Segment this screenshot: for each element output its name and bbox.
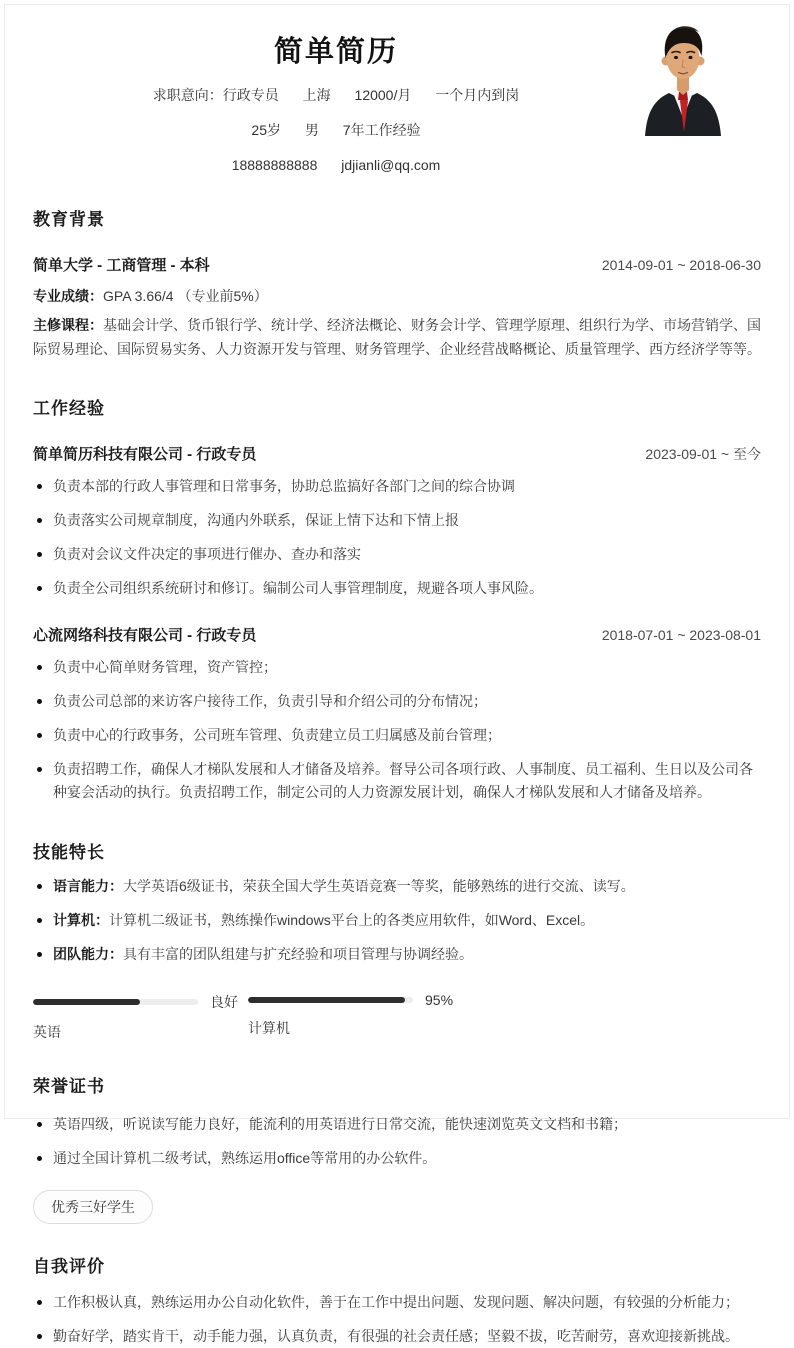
profile-line (33, 120, 639, 140)
profile-age: 25岁 (251, 122, 281, 138)
school-degree: 简单大学 - 工商管理 - 本科 (33, 257, 210, 274)
honors-title: 荣誉证书 (33, 1077, 105, 1096)
gpa-value: GPA 3.66/4 （专业前5%） (103, 288, 268, 304)
self-eval-bullets (33, 1291, 761, 1348)
education-dates: 2014-09-01 ~ 2018-06-30 (601, 257, 761, 273)
bullet-item: 负责对会议文件决定的事项进行催办、查办和落实 (33, 543, 761, 566)
education-title: 教育背景 (33, 210, 105, 229)
bullet-item (33, 943, 761, 966)
bullet-item: 负责中心的行政事务，公司班车管理、负责建立员工归属感及前台管理； (33, 724, 761, 747)
skill-label: 计算机： (53, 912, 109, 928)
bar-value-label: 95% (425, 992, 454, 1008)
job-dates: 2023-09-01 ~ 至今 (645, 446, 761, 462)
job-entry (33, 624, 761, 804)
skill-text: 计算机二级证书，熟练操作windows平台上的各类应用软件，如Word、Excel。 (109, 912, 595, 928)
bullet-item: 工作积极认真，熟练运用办公自动化软件，善于在工作中提出问题、发现问题、解决问题，有较强的分析能力； (33, 1291, 761, 1314)
section-education (33, 205, 761, 361)
self-eval-title: 自我评价 (33, 1257, 105, 1276)
skill-label: 语言能力： (53, 878, 123, 894)
job-bullets (33, 475, 761, 600)
avatar-illustration (639, 20, 727, 136)
skill-bar-computer (248, 992, 463, 1042)
job-bullets (33, 656, 761, 804)
job-intent-line (33, 85, 639, 105)
resume-page (4, 4, 790, 1344)
skill-label: 团队能力： (53, 946, 123, 962)
courses-value: 基础会计学、货币银行学、统计学、经济法概论、财务会计学、管理学原理、组织行为学、市场营销学、国际贸易理论、国际贸易实务、人力资源开发与管理、财务管理学、企业经营战略概论、质量管理学、西方经济学等等。 (33, 317, 761, 357)
company-position: 简单简历科技有限公司 - 行政专员 (33, 446, 257, 463)
phone-number: 18888888888 (231, 157, 318, 173)
profile-gender: 男 (304, 122, 319, 138)
skills-bullets (33, 875, 761, 966)
section-self-evaluation (33, 1252, 761, 1348)
section-work (33, 394, 761, 804)
job-head (33, 624, 761, 645)
profile-experience: 7年工作经验 (342, 122, 421, 138)
contact-line (33, 155, 639, 175)
bullet-item: 负责落实公司规章制度，沟通内外联系，保证上情下达和下情上报 (33, 509, 761, 532)
bullet-item: 负责公司总部的来访客户接待工作，负责引导和介绍公司的分布情况； (33, 690, 761, 713)
honor-tags (33, 1190, 761, 1224)
email-address: jdjianli@qq.com (341, 157, 441, 173)
job-entry (33, 443, 761, 600)
gpa-label: 专业成绩： (33, 288, 103, 304)
bullet-item: 负责全公司组织系统研讨和修订。编制公司人事管理制度，规避各项人事风险。 (33, 577, 761, 600)
bullet-item (33, 909, 761, 932)
section-honors (33, 1072, 761, 1224)
skill-text: 具有丰富的团队组建与扩充经验和项目管理与协调经验。 (123, 946, 473, 962)
progress-track (33, 999, 198, 1005)
bar-name-label: 计算机 (248, 1020, 290, 1036)
bullet-item (33, 875, 761, 898)
profile-photo (639, 20, 727, 136)
gpa-line (33, 284, 761, 308)
header-info (33, 15, 639, 175)
bar-name-label: 英语 (33, 1024, 61, 1040)
honors-bullets (33, 1113, 761, 1170)
bullet-item: 负责中心简单财务管理，资产管控； (33, 656, 761, 679)
intent-salary: 12000/月 (354, 87, 412, 103)
progress-track (248, 997, 413, 1003)
job-dates: 2018-07-01 ~ 2023-08-01 (601, 627, 761, 643)
company-position: 心流网络科技有限公司 - 行政专员 (33, 627, 257, 644)
bullet-item: 勤奋好学，踏实肯干，动手能力强，认真负责，有很强的社会责任感；坚毅不拔，吃苦耐劳，喜欢迎接新挑战。 (33, 1325, 761, 1348)
courses-label: 主修课程： (33, 317, 103, 333)
courses-line (33, 313, 761, 361)
intent-position: 行政专员 (222, 87, 279, 103)
education-item-head (33, 254, 761, 275)
skills-title: 技能特长 (33, 843, 105, 862)
job-head (33, 443, 761, 464)
bar-value-label: 良好 (210, 994, 238, 1010)
job-intent-label: 求职意向： (152, 87, 223, 103)
intent-availability: 一个月内到岗 (435, 87, 520, 103)
bullet-item: 负责招聘工作，确保人才梯队发展和人才储备及培养。督导公司各项行政、人事制度、员工福利、生日以及公司各种宴会活动的执行。负责招聘工作，制定公司的人力资源发展计划，确保人才梯队发展和人才储备及培养。 (33, 758, 761, 804)
resume-header (33, 15, 761, 175)
section-skills (33, 838, 761, 1042)
honor-tag: 优秀三好学生 (33, 1190, 153, 1224)
resume-title: 简单简历 (273, 36, 398, 68)
skill-text: 大学英语6级证书，荣获全国大学生英语竞赛一等奖，能够熟练的进行交流、读写。 (123, 878, 635, 894)
skill-bar-english (33, 992, 248, 1042)
progress-fill (248, 997, 405, 1003)
bullet-item: 通过全国计算机二级考试，熟练运用office等常用的办公软件。 (33, 1147, 761, 1170)
bar-row (33, 992, 248, 1012)
bullet-item: 英语四级，听说读写能力良好，能流利的用英语进行日常交流，能快速浏览英文文档和书籍； (33, 1113, 761, 1136)
progress-fill (33, 999, 140, 1005)
bar-row (248, 992, 463, 1008)
work-title: 工作经验 (33, 399, 105, 418)
skill-bars (33, 992, 761, 1042)
bullet-item: 负责本部的行政人事管理和日常事务，协助总监搞好各部门之间的综合协调 (33, 475, 761, 498)
intent-city: 上海 (302, 87, 331, 103)
